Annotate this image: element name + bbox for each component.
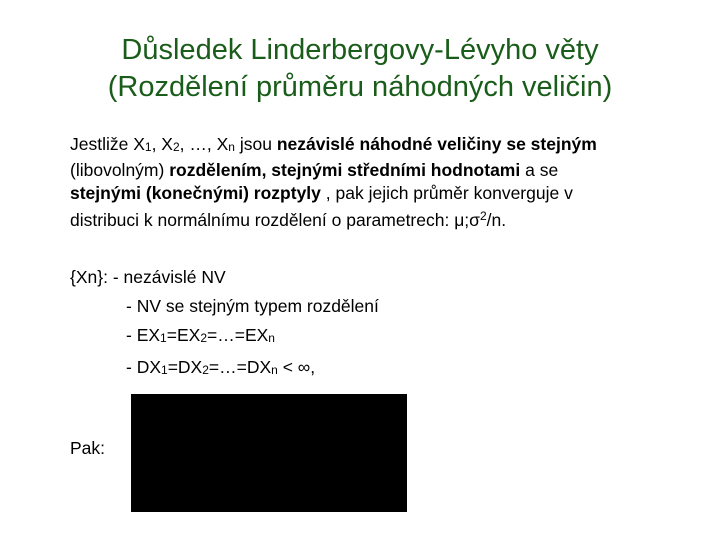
list-item: - $EX_1=EX_2=\dots=EX_n$ — [126, 325, 275, 345]
bold-variances: stejnými (konečnými) rozptyly — [70, 183, 321, 203]
pak-label: Pak: — [70, 438, 106, 458]
list-head: {Xn}: - nezávislé NV — [70, 267, 226, 287]
formula-image-placeholder — [131, 394, 407, 512]
title-line-1: Důsledek Linderbergovy-Lévyho věty — [121, 34, 599, 66]
bold-distribution: rozdělením, stejnými středními hodnotami — [169, 160, 521, 180]
bold-independent: nezávislé náhodné veličiny se stejným — [276, 134, 597, 154]
paragraph-line-2: (libovolným) rozdělením, stejnými středními hodnotami a se — [70, 160, 559, 180]
paragraph-line-3: stejnými (konečnými) rozptyly , pak jejich průměr konverguje v — [70, 183, 573, 203]
list-item: - NV se stejným typem rozdělení — [126, 296, 379, 316]
title-line-2: (Rozdělení průměru náhodných veličin) — [107, 71, 613, 103]
conditions-list — [70, 263, 379, 385]
paragraph-line-4: distribuci k normálnímu rozdělení o parametrech: $\mu;\sigma^2/n$. — [70, 209, 507, 230]
theorem-paragraph — [70, 133, 710, 232]
list-item: - $DX_1=DX_2=\dots=DX_n$ < ∞, — [126, 357, 316, 377]
paragraph-line-1: Jestliže $X_1$, $X_2$, …, $X_n$ jsou nezávislé náhodné veličiny se stejným — [70, 134, 597, 154]
slide-title — [0, 32, 720, 106]
